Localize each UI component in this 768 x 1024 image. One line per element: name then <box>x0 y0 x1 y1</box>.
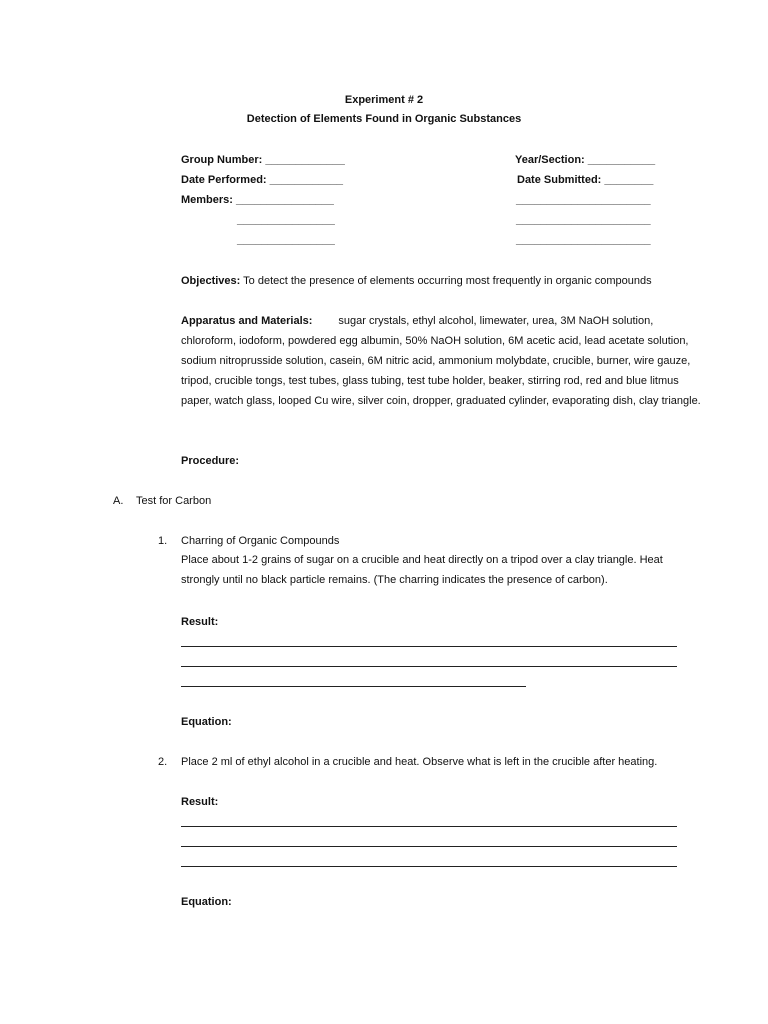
step-2-result-line-1 <box>181 826 677 827</box>
date-submitted-field <box>517 173 653 187</box>
step-1-result-line-2 <box>181 666 677 667</box>
step-2-number: 2. <box>158 756 168 768</box>
date-performed-label: Date Performed: <box>181 174 267 186</box>
objectives-label: Objectives: <box>181 275 241 287</box>
apparatus-text: sugar crystals, ethyl alcohol, limewater, urea, 3M NaOH solution, chloroform, iodoform, powdered egg albumin, 50% NaOH solution, 6M acetic acid, lead acetate solution, sodium nitroprusside solution, casein, 6M nitric acid, ammonium molybdate, crucible, burner, wire gauze, tripod, crucible tongs, test tubes, glass tubing, test tube holder, beaker, stirring rod, red and blue litmus paper, watch glass, looped Cu wire, silver coin, dropper, graduated cylinder, evaporating dish, clay triangle. <box>181 315 701 407</box>
members-blank-right-2: ______________________ <box>516 214 651 226</box>
members-blank-right-3: ______________________ <box>516 234 651 246</box>
step-1-result-line-1 <box>181 646 677 647</box>
members-label: Members: <box>181 194 233 206</box>
year-section-field <box>515 153 655 167</box>
step-2-result-line-3 <box>181 866 677 867</box>
step-1-equation-label: Equation: <box>181 716 232 728</box>
step-2-equation-label: Equation: <box>181 896 232 908</box>
step-1-result-line-3 <box>181 686 526 687</box>
date-submitted-label: Date Submitted: <box>517 174 602 186</box>
experiment-subtitle: Detection of Elements Found in Organic Substances <box>246 113 522 125</box>
section-a-letter: A. <box>113 495 124 507</box>
members-blank: ________________ <box>236 194 334 206</box>
date-submitted-blank: ________ <box>604 174 654 186</box>
date-performed-blank: ____________ <box>269 174 344 186</box>
members-field <box>181 193 334 207</box>
procedure-label: Procedure: <box>181 455 240 467</box>
members-blank-3: ________________ <box>237 234 335 246</box>
step-2-result-label: Result: <box>181 796 219 808</box>
section-a-title: Test for Carbon <box>136 495 212 507</box>
members-blank-right-1: ______________________ <box>516 194 651 206</box>
objectives <box>181 274 652 288</box>
apparatus-label: Apparatus and Materials: <box>181 315 313 327</box>
step-2-text: Place 2 ml of ethyl alcohol in a crucible and heat. Observe what is left in the crucible after heating. <box>181 756 658 768</box>
experiment-title: Experiment # 2 <box>344 94 424 106</box>
step-1-number: 1. <box>158 535 168 547</box>
group-number-label: Group Number: <box>181 154 263 166</box>
step-1-title: Charring of Organic Compounds <box>181 535 340 547</box>
group-number-field <box>181 153 345 167</box>
group-number-blank: _____________ <box>265 154 345 166</box>
year-section-label: Year/Section: <box>515 154 585 166</box>
members-blank-2: ________________ <box>237 214 335 226</box>
objectives-text: To detect the presence of elements occurring most frequently in organic compounds <box>243 275 652 287</box>
step-1-result-label: Result: <box>181 616 219 628</box>
date-performed-field <box>181 173 343 187</box>
step-2-result-line-2 <box>181 846 677 847</box>
step-1-text: Place about 1-2 grains of sugar on a crucible and heat directly on a tripod over a clay triangle. Heat strongly until no black particle remains. (The charring indicates the presence of carbon). <box>181 554 663 586</box>
year-section-blank: ___________ <box>587 154 656 166</box>
apparatus-paragraph <box>181 311 701 411</box>
